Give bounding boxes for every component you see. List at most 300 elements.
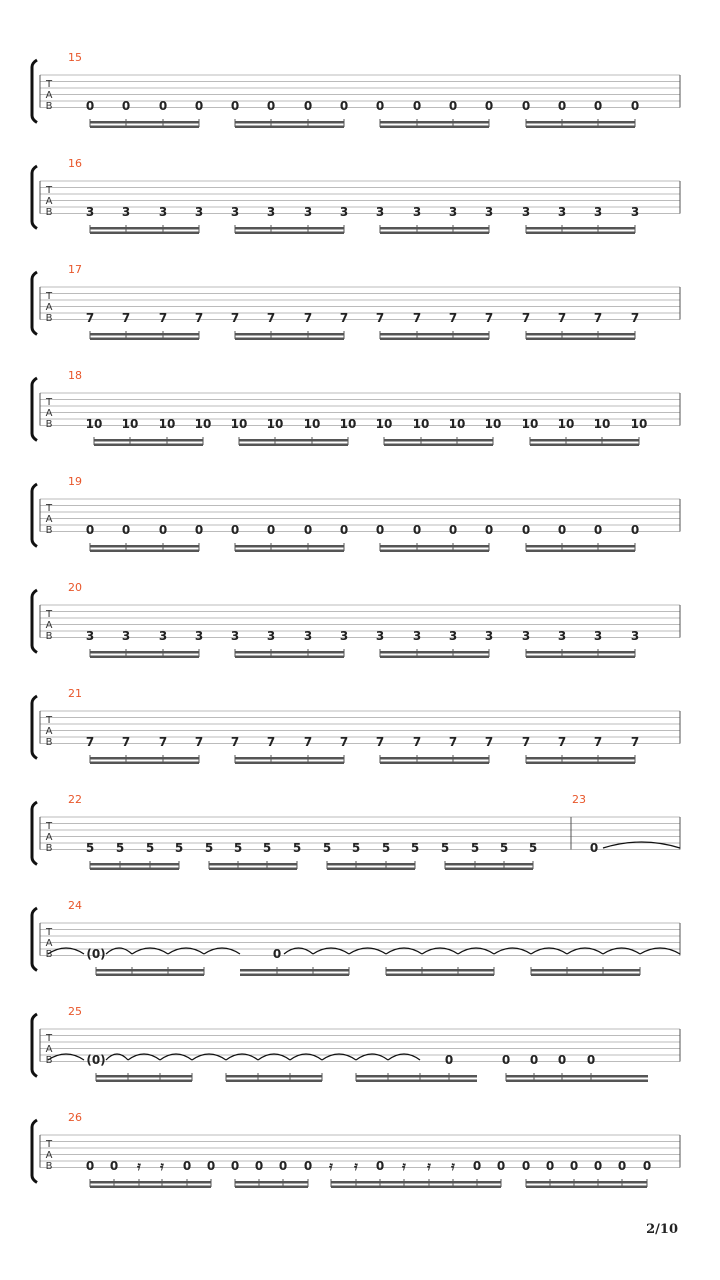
tab-clef-letter: A: [45, 408, 53, 419]
fret-number: 0: [589, 841, 599, 855]
beam: [90, 1186, 211, 1189]
tab-clef-letter: A: [45, 196, 53, 207]
fret-number: 0: [158, 523, 168, 537]
tab-clef-letter: B: [45, 101, 53, 112]
beat-group: [522, 1159, 651, 1188]
beat-group: [231, 205, 348, 234]
fret-number: 5: [204, 841, 214, 855]
system-bracket: [32, 484, 37, 547]
fret-number: 5: [85, 841, 95, 855]
beam: [526, 121, 635, 124]
beam: [209, 868, 297, 871]
beam: [96, 1075, 192, 1078]
fret-number: 0: [569, 1159, 579, 1173]
tab-clef-letter: B: [45, 419, 53, 430]
fret-number: 7: [303, 311, 313, 325]
beam: [506, 1080, 648, 1083]
beam: [526, 338, 635, 341]
fret-number: 0: [557, 1053, 567, 1067]
beam: [506, 1075, 648, 1078]
measure-25: [68, 1005, 648, 1082]
tab-clef-letter: A: [45, 1044, 53, 1055]
fret-number: 7: [339, 735, 349, 749]
fret-number: 0: [339, 523, 349, 537]
beam: [235, 1181, 308, 1184]
measure-24: [68, 899, 640, 976]
fret-number: 5: [410, 841, 420, 855]
beat-group: [86, 629, 203, 658]
tab-clef-letter: T: [45, 609, 53, 620]
fret-number: 0: [472, 1159, 482, 1173]
fret-number: 7: [557, 735, 567, 749]
fret-number: 7: [375, 311, 385, 325]
beam: [380, 232, 489, 235]
sixteenth-rest: 𝄿: [402, 1159, 406, 1173]
beat-group: [231, 735, 348, 764]
fret-number: 7: [521, 735, 531, 749]
tab-clef-letter: T: [45, 715, 53, 726]
fret-number: 7: [121, 735, 131, 749]
tab-clef-letter: T: [45, 821, 53, 832]
system-1: [32, 51, 680, 128]
fret-number: 3: [339, 205, 349, 219]
fret-number: 10: [121, 417, 139, 431]
beam: [526, 762, 635, 765]
beam: [380, 550, 489, 553]
beat-group: [86, 205, 203, 234]
system-3: [32, 263, 680, 340]
beam: [445, 868, 533, 871]
fret-number: 10: [557, 417, 575, 431]
fret-number: 0: [109, 1159, 119, 1173]
tab-clef-letter: T: [45, 1033, 53, 1044]
tab-clef-letter: B: [45, 1055, 53, 1066]
beam: [90, 126, 199, 129]
beam: [90, 651, 199, 654]
beam: [331, 1186, 501, 1189]
measure-number: 15: [68, 51, 82, 64]
fret-number: 10: [339, 417, 357, 431]
beam: [90, 545, 199, 548]
beam: [90, 868, 179, 871]
beam: [386, 974, 494, 977]
beat-group: [86, 99, 203, 128]
fret-number: 7: [194, 735, 204, 749]
beam: [90, 227, 199, 230]
fret-number: 0: [182, 1159, 192, 1173]
fret-number: 0: [121, 523, 131, 537]
tab-clef-letter: T: [45, 397, 53, 408]
measure-number: 24: [68, 899, 82, 912]
fret-number: 5: [351, 841, 361, 855]
beam: [526, 126, 635, 129]
beat-group: [231, 417, 357, 446]
beam: [226, 1075, 322, 1078]
beat-group: [86, 735, 203, 764]
beam: [94, 439, 203, 442]
fret-number: 7: [266, 735, 276, 749]
beat-group: [590, 841, 598, 855]
fret-number: 0: [642, 1159, 652, 1173]
beam: [331, 1181, 501, 1184]
beam: [526, 545, 635, 548]
fret-number: 3: [85, 205, 95, 219]
measure-number: 21: [68, 687, 82, 700]
beat-group: [522, 523, 639, 552]
beam: [327, 863, 415, 866]
fret-number: 0: [206, 1159, 216, 1173]
beam: [94, 444, 203, 447]
fret-number: 3: [448, 205, 458, 219]
beam: [235, 121, 344, 124]
fret-number: 0: [278, 1159, 288, 1173]
fret-number: 10: [194, 417, 212, 431]
beat-group: [522, 99, 639, 128]
fret-number: 3: [121, 205, 131, 219]
fret-number: 0: [375, 99, 385, 113]
system-bracket: [32, 272, 37, 335]
fret-number: 3: [158, 629, 168, 643]
beam: [90, 757, 199, 760]
fret-number: 7: [448, 311, 458, 325]
fret-number: 5: [262, 841, 272, 855]
fret-number: 0: [230, 523, 240, 537]
beat-group: [522, 735, 639, 764]
beam: [380, 121, 489, 124]
fret-number: 0: [630, 99, 640, 113]
measure-number: 18: [68, 369, 82, 382]
fret-number: 0: [593, 99, 603, 113]
beam: [526, 1181, 647, 1184]
fret-number: 3: [303, 205, 313, 219]
tab-clef-letter: B: [45, 525, 53, 536]
fret-number: (0): [86, 1053, 106, 1067]
fret-number: 0: [121, 99, 131, 113]
beam: [380, 338, 489, 341]
beam: [531, 974, 640, 977]
fret-number: 3: [593, 629, 603, 643]
beam: [96, 969, 204, 972]
system-4: [32, 369, 680, 446]
beat-group: [205, 841, 301, 870]
beat-group: [522, 311, 639, 340]
measure-18: [68, 369, 647, 446]
fret-number: 0: [412, 523, 422, 537]
fret-number: 7: [521, 311, 531, 325]
beam: [526, 333, 635, 336]
fret-number: 0: [266, 99, 276, 113]
fret-number: 7: [557, 311, 567, 325]
fret-number: 10: [630, 417, 648, 431]
beam: [530, 444, 639, 447]
fret-number: 10: [521, 417, 539, 431]
beam: [380, 227, 489, 230]
tab-clef-letter: A: [45, 832, 53, 843]
measure-number: 16: [68, 157, 82, 170]
fret-number: 3: [484, 629, 494, 643]
beam: [526, 227, 635, 230]
sixteenth-rest: 𝄿: [329, 1159, 333, 1173]
fret-number: 3: [230, 205, 240, 219]
tab-clef-letter: T: [45, 1139, 53, 1150]
beat-group: [376, 735, 493, 764]
beat-group: [86, 417, 212, 446]
system-5: [32, 475, 680, 552]
beam: [384, 439, 493, 442]
fret-number: 0: [557, 99, 567, 113]
beam: [380, 656, 489, 659]
fret-number: 0: [266, 523, 276, 537]
system-7: [32, 687, 680, 764]
fret-number: 0: [448, 523, 458, 537]
fret-number: 3: [521, 205, 531, 219]
beat-group: [231, 523, 348, 552]
beat-group: [376, 205, 493, 234]
fret-number: 3: [448, 629, 458, 643]
sixteenth-rest: 𝄿: [137, 1159, 141, 1173]
fret-number: 3: [375, 629, 385, 643]
beam: [235, 338, 344, 341]
fret-number: 7: [593, 311, 603, 325]
beat-group: [86, 841, 183, 870]
fret-number: 7: [158, 311, 168, 325]
measure-number: 25: [68, 1005, 82, 1018]
fret-number: 7: [412, 735, 422, 749]
fret-number: 0: [158, 99, 168, 113]
fret-number: 0: [521, 1159, 531, 1173]
beam: [356, 1080, 477, 1083]
fret-number: 10: [593, 417, 611, 431]
system-8: [32, 793, 680, 870]
system-11: [32, 1111, 680, 1188]
sixteenth-rest: 𝄿: [354, 1159, 358, 1173]
fret-number: 0: [412, 99, 422, 113]
beam: [380, 333, 489, 336]
fret-number: 0: [593, 523, 603, 537]
beat-group: [386, 967, 494, 976]
beat-group: [323, 841, 419, 870]
fret-number: 10: [266, 417, 284, 431]
system-bracket: [32, 166, 37, 229]
beam: [526, 757, 635, 760]
fret-number: 7: [484, 735, 494, 749]
measure-21: [68, 687, 639, 764]
fret-number: 0: [521, 99, 531, 113]
system-bracket: [32, 378, 37, 441]
beat-group: [86, 1159, 215, 1188]
beam: [90, 762, 199, 765]
beam: [226, 1080, 322, 1083]
beam: [96, 1080, 192, 1083]
beam: [235, 232, 344, 235]
fret-number: 7: [593, 735, 603, 749]
fret-number: 0: [593, 1159, 603, 1173]
tab-clef-letter: B: [45, 631, 53, 642]
beam: [526, 1186, 647, 1189]
beam: [90, 121, 199, 124]
fret-number: 0: [375, 1159, 385, 1173]
beat-group: [86, 947, 204, 976]
fret-number: 5: [233, 841, 243, 855]
measure-number: 20: [68, 581, 82, 594]
beam: [356, 1075, 477, 1078]
beam: [240, 969, 349, 972]
beat-group: [522, 205, 639, 234]
system-bracket: [32, 696, 37, 759]
fret-number: 3: [266, 629, 276, 643]
beam: [235, 656, 344, 659]
fret-number: 5: [528, 841, 538, 855]
beam: [209, 863, 297, 866]
fret-number: 5: [145, 841, 155, 855]
fret-number: 3: [339, 629, 349, 643]
fret-number: 3: [158, 205, 168, 219]
fret-number: 7: [339, 311, 349, 325]
beam: [240, 974, 349, 977]
fret-number: 3: [375, 205, 385, 219]
beat-group: [231, 1159, 312, 1188]
beam: [445, 863, 533, 866]
beat-group: [376, 311, 493, 340]
tab-clef-letter: T: [45, 185, 53, 196]
fret-number: 7: [484, 311, 494, 325]
beat-group: [376, 629, 493, 658]
tab-clef-letter: A: [45, 938, 53, 949]
fret-number: 5: [499, 841, 509, 855]
system-bracket: [32, 1120, 37, 1183]
beam: [531, 969, 640, 972]
fret-number: 0: [496, 1159, 506, 1173]
beat-group: [226, 1073, 322, 1082]
fret-number: 10: [230, 417, 248, 431]
beam: [380, 651, 489, 654]
fret-number: 0: [85, 523, 95, 537]
tab-clef-letter: T: [45, 291, 53, 302]
beam: [526, 232, 635, 235]
sixteenth-rest: 𝄿: [451, 1159, 455, 1173]
measure-number: 22: [68, 793, 82, 806]
tab-clef-letter: B: [45, 843, 53, 854]
fret-number: 7: [375, 735, 385, 749]
beat-group: [376, 99, 493, 128]
fret-number: 10: [375, 417, 393, 431]
fret-number: 7: [412, 311, 422, 325]
fret-number: 7: [448, 735, 458, 749]
fret-number: 7: [266, 311, 276, 325]
measure-19: [68, 475, 639, 552]
beam: [235, 550, 344, 553]
beat-group: [231, 311, 348, 340]
fret-number: 0: [617, 1159, 627, 1173]
fret-number: 0: [194, 99, 204, 113]
system-10: [32, 1005, 680, 1082]
fret-number: 7: [85, 311, 95, 325]
beam: [526, 550, 635, 553]
beat-group: [328, 1159, 505, 1188]
fret-number: 3: [557, 629, 567, 643]
fret-number: 3: [194, 205, 204, 219]
measure-17: [68, 263, 639, 340]
sixteenth-rest: 𝄿: [427, 1159, 431, 1173]
beat-group: [231, 99, 348, 128]
tab-clef-letter: A: [45, 90, 53, 101]
fret-number: 3: [412, 205, 422, 219]
beam: [235, 333, 344, 336]
tab-clef-letter: A: [45, 1150, 53, 1161]
beam: [380, 762, 489, 765]
measure-26: [68, 1111, 651, 1188]
beam: [235, 651, 344, 654]
fret-number: 0: [521, 523, 531, 537]
tab-clef-letter: A: [45, 302, 53, 313]
fret-number: 0: [630, 523, 640, 537]
beat-group: [86, 1053, 192, 1082]
fret-number: 3: [412, 629, 422, 643]
fret-number: 10: [448, 417, 466, 431]
fret-number: 0: [303, 99, 313, 113]
fret-number: 0: [375, 523, 385, 537]
fret-number: 0: [230, 99, 240, 113]
tab-clef-letter: B: [45, 1161, 53, 1172]
beam: [327, 868, 415, 871]
beam: [235, 762, 344, 765]
tab-clef-letter: B: [45, 313, 53, 324]
fret-number: 10: [303, 417, 321, 431]
fret-number: 10: [85, 417, 103, 431]
beam: [235, 126, 344, 129]
beam: [90, 338, 199, 341]
system-9: [32, 899, 680, 976]
beat-group: [86, 523, 203, 552]
fret-number: 7: [121, 311, 131, 325]
fret-number: 0: [272, 947, 282, 961]
tab-clef-letter: B: [45, 737, 53, 748]
fret-number: 5: [322, 841, 332, 855]
beam: [90, 1181, 211, 1184]
fret-number: 5: [115, 841, 125, 855]
measure-number: 26: [68, 1111, 82, 1124]
fret-number: 0: [303, 1159, 313, 1173]
fret-number: 3: [194, 629, 204, 643]
fret-number: 5: [381, 841, 391, 855]
beat-group: [522, 417, 648, 446]
beam: [90, 863, 179, 866]
system-6: [32, 581, 680, 658]
beam: [386, 969, 494, 972]
fret-number: 0: [484, 99, 494, 113]
fret-number: 3: [521, 629, 531, 643]
fret-number: 7: [230, 311, 240, 325]
fret-number: (0): [86, 947, 106, 961]
system-bracket: [32, 908, 37, 971]
fret-number: 0: [230, 1159, 240, 1173]
beat-group: [502, 1053, 648, 1082]
beam: [380, 545, 489, 548]
fret-number: 0: [254, 1159, 264, 1173]
beam: [380, 126, 489, 129]
beat-group: [231, 629, 348, 658]
fret-number: 3: [630, 629, 640, 643]
fret-number: 5: [292, 841, 302, 855]
tab-clef-letter: A: [45, 514, 53, 525]
measure-22: [68, 793, 537, 870]
fret-number: 0: [303, 523, 313, 537]
beam: [90, 656, 199, 659]
beam: [235, 227, 344, 230]
system-bracket: [32, 590, 37, 653]
fret-number: 0: [501, 1053, 511, 1067]
fret-number: 3: [557, 205, 567, 219]
